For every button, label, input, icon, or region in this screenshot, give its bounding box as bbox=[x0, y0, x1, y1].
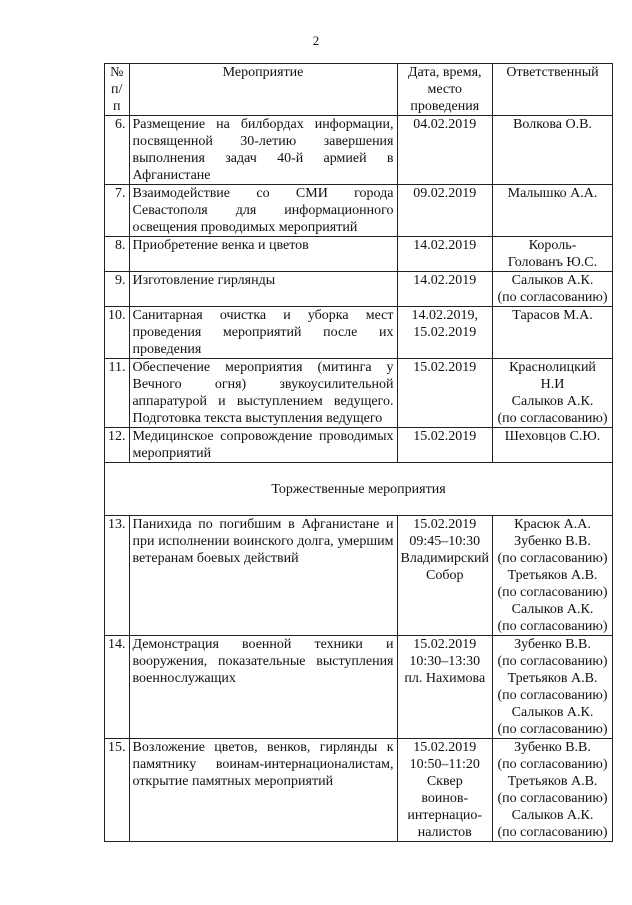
date-line: 10:50–11:20 bbox=[409, 757, 480, 772]
responsible-cell bbox=[493, 428, 613, 463]
date-line: 10:30–13:30 bbox=[409, 654, 481, 669]
date-line: 15.02.2019 bbox=[413, 429, 477, 444]
row-number: 10. bbox=[105, 307, 130, 359]
date-line: 15.02.2019 bbox=[413, 637, 477, 652]
table-row bbox=[105, 359, 613, 428]
row-number: 12. bbox=[105, 428, 130, 463]
date-cell bbox=[397, 116, 493, 185]
date-cell bbox=[397, 516, 493, 636]
responsible-line: Голованъ Ю.С. bbox=[507, 255, 598, 270]
date-line: Собор bbox=[426, 568, 464, 583]
row-number: 8. bbox=[105, 237, 130, 272]
section-title: Торжественные мероприятия bbox=[105, 463, 613, 516]
header-number bbox=[105, 64, 130, 116]
responsible-line: Салыков А.К. bbox=[511, 705, 594, 720]
date-line: 15.02.2019 bbox=[413, 360, 477, 375]
row-number: 15. bbox=[105, 739, 130, 842]
responsible-line: (по согласованию) bbox=[497, 791, 608, 806]
responsible-line: Шеховцов С.Ю. bbox=[504, 429, 601, 444]
event-cell: Обеспечение мероприятия (митинга у Вечного огня) звукоусилительной аппаратурой и выступлением ведущего. Подготовка текста выступления ведущего bbox=[129, 359, 397, 428]
date-line: интернацио- bbox=[407, 808, 483, 823]
table-header-row bbox=[105, 64, 613, 116]
date-cell bbox=[397, 185, 493, 237]
table-row bbox=[105, 307, 613, 359]
responsible-line: (по согласованию) bbox=[497, 654, 608, 669]
responsible-cell bbox=[493, 237, 613, 272]
header-responsible: Ответственный bbox=[493, 64, 613, 116]
row-number: 6. bbox=[105, 116, 130, 185]
row-number: 9. bbox=[105, 272, 130, 307]
date-line: воинов- bbox=[421, 791, 469, 806]
responsible-line: (по согласованию) bbox=[497, 290, 608, 305]
responsible-line: Волкова О.В. bbox=[513, 117, 592, 132]
page-number: 2 bbox=[312, 33, 320, 48]
date-line: Владимирский bbox=[400, 551, 490, 566]
responsible-line: (по согласованию) bbox=[497, 411, 608, 426]
table-row bbox=[105, 272, 613, 307]
table-row bbox=[105, 185, 613, 237]
responsible-line: (по согласованию) bbox=[497, 551, 608, 566]
responsible-line: Салыков А.К. bbox=[511, 808, 594, 823]
responsible-line: (по согласованию) bbox=[497, 688, 608, 703]
date-line: 14.02.2019 bbox=[413, 273, 477, 288]
date-cell bbox=[397, 636, 493, 739]
table-row bbox=[105, 516, 613, 636]
row-number: 11. bbox=[105, 359, 130, 428]
header-event: Мероприятие bbox=[129, 64, 397, 116]
responsible-line: Красюк А.А. bbox=[514, 517, 591, 532]
date-line: 15.02.2019 bbox=[413, 325, 477, 340]
event-cell: Панихида по погибшим в Афганистане и при исполнении воинского долга, умершим ветеранам боевых действий bbox=[129, 516, 397, 636]
event-cell: Медицинское сопровождение проводимых мероприятий bbox=[129, 428, 397, 463]
responsible-line: (по согласованию) bbox=[497, 585, 608, 600]
date-line: 09.02.2019 bbox=[413, 186, 477, 201]
responsible-line: Салыков А.К. bbox=[511, 602, 594, 617]
responsible-cell bbox=[493, 307, 613, 359]
responsible-line: Салыков А.К. bbox=[511, 394, 594, 409]
date-line: налистов bbox=[417, 825, 472, 840]
responsible-line: (по согласованию) bbox=[497, 722, 608, 737]
responsible-line: (по согласованию) bbox=[497, 825, 608, 840]
responsible-line: Зубенко В.В. bbox=[514, 637, 591, 652]
event-cell: Возложение цветов, венков, гирлянды к памятнику воинам-интернационалистам, открытие памятных мероприятий bbox=[129, 739, 397, 842]
date-line: 09:45–10:30 bbox=[409, 534, 481, 549]
event-cell: Санитарная очистка и уборка мест проведения мероприятий после их проведения bbox=[129, 307, 397, 359]
responsible-line: Король- bbox=[528, 238, 577, 253]
responsible-line: Зубенко В.В. bbox=[514, 740, 591, 755]
event-cell: Размещение на билбордах информации, посвященной 30-летию завершения выполнения задач 40-й армией в Афганистане bbox=[129, 116, 397, 185]
row-number: 13. bbox=[105, 516, 130, 636]
table-row bbox=[105, 636, 613, 739]
date-line: 14.02.2019 bbox=[413, 238, 477, 253]
event-cell: Демонстрация военной техники и вооружения, показательные выступления военнослужащих bbox=[129, 636, 397, 739]
responsible-line: (по согласованию) bbox=[497, 619, 608, 634]
responsible-line: Третьяков А.В. bbox=[507, 671, 598, 686]
responsible-line: Третьяков А.В. bbox=[507, 774, 598, 789]
date-line: 14.02.2019, bbox=[411, 308, 478, 323]
responsible-line: Тарасов М.А. bbox=[512, 308, 593, 323]
row-number: 7. bbox=[105, 185, 130, 237]
header-date-line: Дата, время, bbox=[407, 65, 482, 80]
table-row bbox=[105, 237, 613, 272]
date-cell bbox=[397, 237, 493, 272]
responsible-cell bbox=[493, 636, 613, 739]
date-cell bbox=[397, 739, 493, 842]
responsible-line: (по согласованию) bbox=[497, 757, 608, 772]
date-line: пл. Нахимова bbox=[404, 671, 486, 686]
header-date-line: место bbox=[427, 82, 463, 97]
table-row bbox=[105, 428, 613, 463]
event-cell: Взаимодействие со СМИ города Севастополя для информационного освещения проводимых мероприятий bbox=[129, 185, 397, 237]
date-cell bbox=[397, 272, 493, 307]
responsible-line: Салыков А.К. bbox=[511, 273, 594, 288]
responsible-line: Краснолицкий Н.И bbox=[509, 360, 596, 392]
date-line: Сквер bbox=[426, 774, 463, 789]
date-line: 04.02.2019 bbox=[413, 117, 477, 132]
responsible-line: Третьяков А.В. bbox=[507, 568, 598, 583]
responsible-cell bbox=[493, 516, 613, 636]
date-cell bbox=[397, 428, 493, 463]
header-number-line: № bbox=[110, 65, 124, 80]
table-row bbox=[105, 739, 613, 842]
row-number: 14. bbox=[105, 636, 130, 739]
responsible-line: Малышко А.А. bbox=[507, 186, 598, 201]
header-date bbox=[397, 64, 493, 116]
date-cell bbox=[397, 359, 493, 428]
events-table bbox=[104, 63, 613, 842]
section-row bbox=[105, 463, 613, 516]
header-number-line: п/п bbox=[111, 82, 123, 114]
responsible-cell bbox=[493, 359, 613, 428]
responsible-cell bbox=[493, 116, 613, 185]
responsible-cell bbox=[493, 185, 613, 237]
date-line: 15.02.2019 bbox=[413, 740, 477, 755]
event-cell: Приобретение венка и цветов bbox=[129, 237, 397, 272]
responsible-cell bbox=[493, 739, 613, 842]
table-row bbox=[105, 116, 613, 185]
event-cell: Изготовление гирлянды bbox=[129, 272, 397, 307]
header-date-line: проведения bbox=[410, 99, 480, 114]
date-line: 15.02.2019 bbox=[413, 517, 477, 532]
responsible-line: Зубенко В.В. bbox=[514, 534, 591, 549]
date-cell bbox=[397, 307, 493, 359]
responsible-cell bbox=[493, 272, 613, 307]
